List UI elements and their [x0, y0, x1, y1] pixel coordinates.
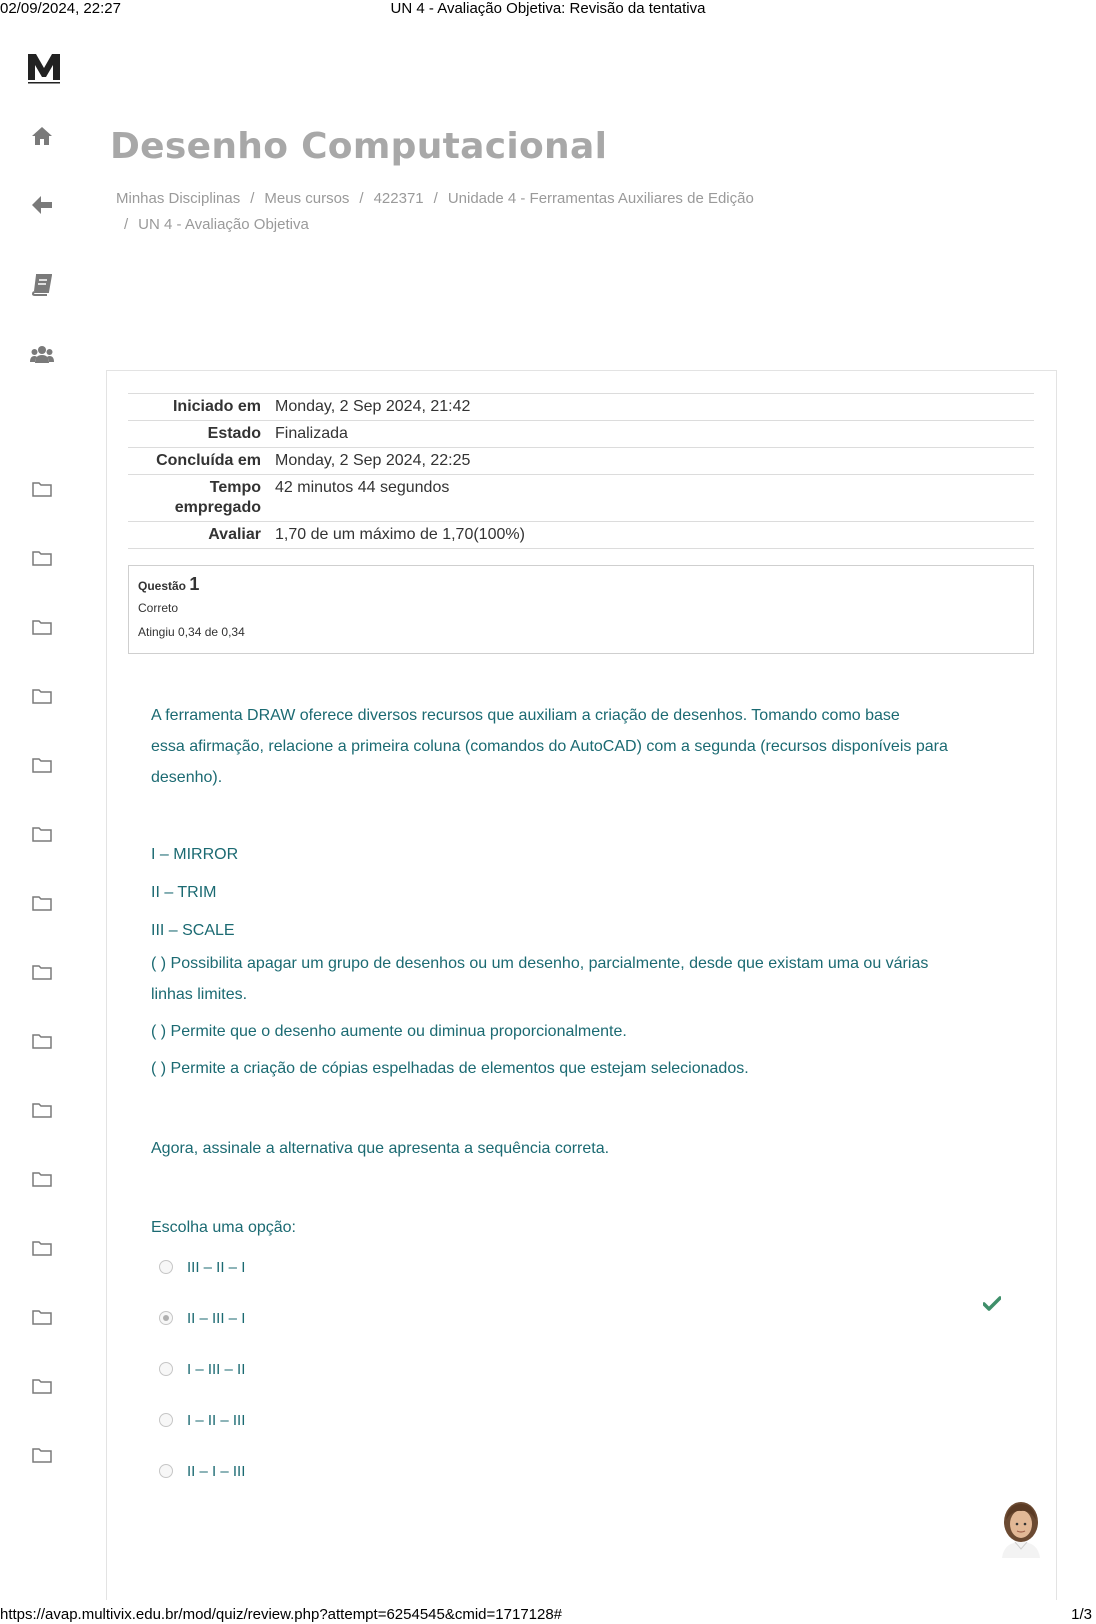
summary-value: Finalizada — [275, 421, 1034, 448]
command-item: I – MIRROR — [151, 846, 239, 863]
home-icon[interactable] — [28, 124, 56, 148]
book-icon[interactable] — [28, 273, 56, 297]
summary-label: Iniciado em — [128, 394, 275, 421]
folder-icon[interactable] — [28, 477, 56, 501]
option-label: III – II – I — [187, 1258, 246, 1276]
summary-label: Concluída em — [128, 448, 275, 475]
print-datetime: 02/09/2024, 22:27 — [0, 0, 121, 17]
print-page-number: 1/3 — [1071, 1606, 1092, 1623]
question-intro-line: essa afirmação, relacione a primeira coluna (comandos do AutoCAD) com a segunda (recursos disponíveis para — [151, 738, 948, 755]
folder-icon[interactable] — [28, 1443, 56, 1467]
question-number — [138, 574, 1024, 595]
option-radio[interactable] — [159, 1260, 173, 1274]
summary-label: Tempo empregado — [128, 475, 275, 522]
breadcrumb — [116, 186, 856, 238]
site-logo[interactable] — [26, 50, 62, 84]
question-state: Correto — [138, 601, 179, 615]
breadcrumb-separator: / — [359, 190, 364, 207]
option-radio-selected[interactable] — [159, 1311, 173, 1325]
answer-option[interactable] — [159, 1354, 1009, 1384]
print-header — [0, 0, 1096, 18]
summary-label: Avaliar — [128, 522, 275, 549]
option-label: II – III – I — [187, 1309, 246, 1327]
option-radio[interactable] — [159, 1413, 173, 1427]
correct-check-icon — [983, 1296, 1001, 1312]
description-line: ( ) Possibilita apagar um grupo de desenhos ou um desenho, parcialmente, desde que existam uma ou várias — [151, 955, 929, 972]
description-column — [151, 948, 928, 1084]
folder-icon[interactable] — [28, 1029, 56, 1053]
breadcrumb-separator: / — [250, 190, 255, 207]
breadcrumb-link[interactable]: Minhas Disciplinas — [116, 190, 241, 207]
summary-row — [128, 448, 1034, 475]
option-radio[interactable] — [159, 1362, 173, 1376]
summary-row — [128, 522, 1034, 549]
option-radio[interactable] — [159, 1464, 173, 1478]
folder-icon[interactable] — [28, 615, 56, 639]
question-intro — [151, 700, 948, 793]
folder-icon[interactable] — [28, 891, 56, 915]
breadcrumb-separator: / — [433, 190, 438, 207]
folder-icon[interactable] — [28, 1305, 56, 1329]
breadcrumb-link[interactable]: 422371 — [373, 190, 424, 207]
question-number-value: 1 — [189, 574, 200, 594]
option-label: I – II – III — [187, 1411, 246, 1429]
folder-icon[interactable] — [28, 822, 56, 846]
answer-option[interactable] — [159, 1252, 1009, 1282]
breadcrumb-link[interactable]: Meus cursos — [264, 190, 350, 207]
question-grade: Atingiu 0,34 de 0,34 — [138, 625, 245, 639]
folder-icon[interactable] — [28, 960, 56, 984]
breadcrumb-link[interactable]: UN 4 - Avaliação Objetiva — [138, 216, 309, 233]
logo-icon — [26, 50, 62, 84]
summary-value: Monday, 2 Sep 2024, 21:42 — [275, 394, 1034, 421]
question-label: Questão — [138, 579, 187, 593]
description-line: ( ) Permite que o desenho aumente ou diminua proporcionalmente. — [151, 1023, 627, 1040]
question-info-box — [128, 565, 1034, 654]
folder-icon[interactable] — [28, 546, 56, 570]
folder-icon[interactable] — [28, 1374, 56, 1398]
summary-row — [128, 475, 1034, 522]
option-label: II – I – III — [187, 1462, 246, 1480]
assistant-avatar[interactable] — [996, 1498, 1046, 1558]
question-intro-line: desenho). — [151, 769, 223, 786]
answer-option[interactable] — [159, 1303, 1009, 1333]
attempt-summary-table — [128, 393, 1034, 549]
breadcrumb-link[interactable]: Unidade 4 - Ferramentas Auxiliares de Edição — [447, 190, 754, 207]
folder-icon[interactable] — [28, 1098, 56, 1122]
print-footer — [0, 1606, 1096, 1624]
users-icon[interactable] — [28, 342, 56, 366]
summary-value: 1,70 de um máximo de 1,70(100%) — [275, 522, 1034, 549]
back-arrow-icon[interactable] — [28, 193, 56, 217]
sidebar — [0, 30, 90, 1590]
course-title: Desenho Computacional — [110, 126, 608, 167]
command-item: III – SCALE — [151, 922, 235, 939]
question-instruction: Agora, assinale a alternativa que apresenta a sequência correta. — [151, 1140, 610, 1157]
description-line: ( ) Permite a criação de cópias espelhadas de elementos que estejam selecionados. — [151, 1060, 749, 1077]
summary-row — [128, 421, 1034, 448]
summary-value: Monday, 2 Sep 2024, 22:25 — [275, 448, 1034, 475]
print-url: https://avap.multivix.edu.br/mod/quiz/review.php?attempt=6254545&cmid=1717128# — [0, 1606, 563, 1623]
command-item: II – TRIM — [151, 884, 217, 901]
print-title: UN 4 - Avaliação Objetiva: Revisão da tentativa — [390, 0, 706, 17]
answer-prompt: Escolha uma opção: — [151, 1219, 296, 1236]
folder-icon[interactable] — [28, 684, 56, 708]
folder-icon[interactable] — [28, 1167, 56, 1191]
folder-icon[interactable] — [28, 753, 56, 777]
option-label: I – III – II — [187, 1360, 246, 1378]
summary-row — [128, 394, 1034, 421]
command-column — [151, 836, 238, 950]
question-intro-line: A ferramenta DRAW oferece diversos recursos que auxiliam a criação de desenhos. Tomando como base — [151, 707, 900, 724]
answer-option[interactable] — [159, 1456, 1009, 1486]
summary-label: Estado — [128, 421, 275, 448]
answer-option[interactable] — [159, 1405, 1009, 1435]
folder-icon[interactable] — [28, 1236, 56, 1260]
description-line: linhas limites. — [151, 986, 248, 1003]
breadcrumb-separator: / — [124, 216, 129, 233]
summary-value: 42 minutos 44 segundos — [275, 475, 1034, 522]
